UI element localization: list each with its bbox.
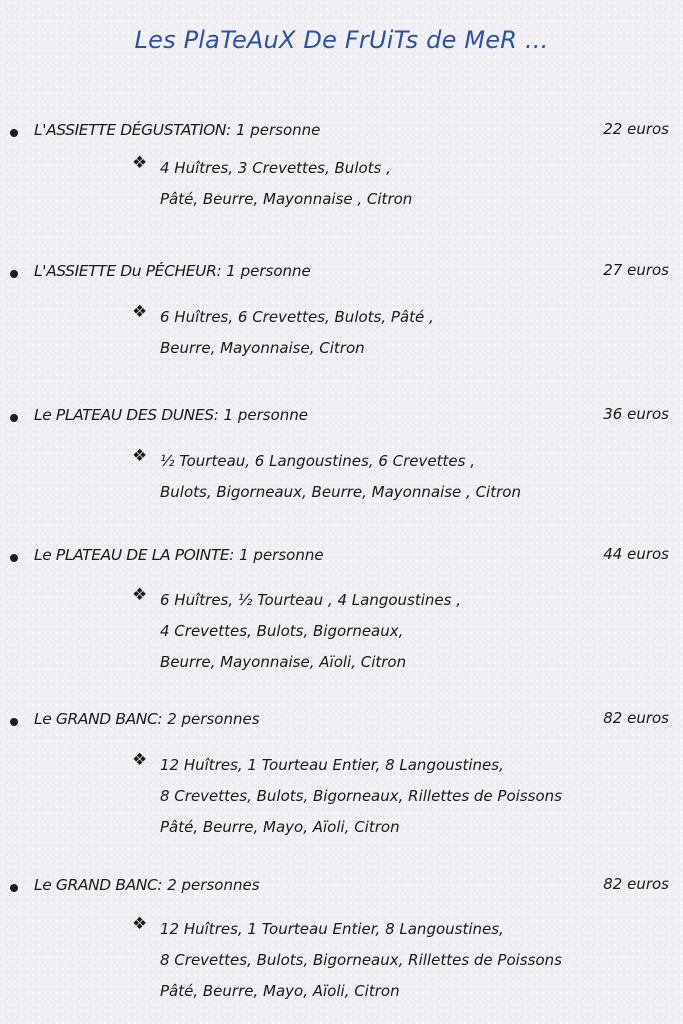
four-diamond-icon: ❖	[132, 750, 148, 770]
item-heading	[34, 546, 324, 564]
item-price: 82 euros	[603, 709, 669, 727]
item-people: : 1 personne	[213, 406, 308, 424]
item-price: 82 euros	[603, 875, 669, 893]
bullet-icon	[10, 414, 18, 422]
bullet-icon	[10, 884, 18, 892]
item-people: : 2 personnes	[157, 710, 260, 728]
description-line: 8 Crevettes, Bulots, Bigorneaux, Rillettes de Poissons	[160, 951, 562, 969]
four-diamond-icon: ❖	[132, 585, 148, 605]
description-line: 6 Huîtres, ½ Tourteau , 4 Langoustines ,	[160, 591, 461, 609]
item-description	[132, 585, 461, 678]
bullet-icon	[10, 718, 18, 726]
description-line: Pâté, Beurre, Mayo, Aïoli, Citron	[160, 982, 400, 1000]
description-line: Pâté, Beurre, Mayo, Aïoli, Citron	[160, 818, 400, 836]
description-line: 12 Huîtres, 1 Tourteau Entier, 8 Langoustines,	[160, 756, 504, 774]
item-description	[132, 302, 434, 364]
item-people: : 1 personne	[229, 546, 324, 564]
item-name: Le GRAND BANC	[34, 876, 158, 894]
item-description	[132, 750, 562, 843]
item-people: : 2 personnes	[157, 876, 260, 894]
description-line: 12 Huîtres, 1 Tourteau Entier, 8 Langoustines,	[160, 920, 504, 938]
item-heading	[34, 262, 311, 280]
description-line: 4 Huîtres, 3 Crevettes, Bulots ,	[160, 159, 391, 177]
four-diamond-icon: ❖	[132, 153, 148, 173]
four-diamond-icon: ❖	[132, 302, 148, 322]
item-name: L'ASSIETTE Du PÉCHEUR	[34, 262, 217, 280]
item-heading	[34, 710, 260, 728]
menu-title: Les PlaTeAuX De FrUiTs de MeR ...	[134, 26, 549, 54]
description-line: ½ Tourteau, 6 Langoustines, 6 Crevettes ,	[160, 452, 475, 470]
description-line: Pâté, Beurre, Mayonnaise , Citron	[160, 190, 413, 208]
item-description	[132, 446, 521, 508]
description-line: Beurre, Mayonnaise, Aïoli, Citron	[160, 653, 407, 671]
four-diamond-icon: ❖	[132, 914, 148, 934]
item-people: : 1 personne	[216, 262, 311, 280]
item-price: 44 euros	[603, 545, 669, 563]
item-price: 36 euros	[603, 405, 669, 423]
description-line: 4 Crevettes, Bulots, Bigorneaux,	[160, 622, 404, 640]
item-description	[132, 914, 562, 1007]
bullet-icon	[10, 270, 18, 278]
item-name: L'ASSIETTE DÉGUSTATION	[34, 121, 227, 139]
bullet-icon	[10, 129, 18, 137]
item-heading	[34, 406, 308, 424]
item-name: Le GRAND BANC	[34, 710, 158, 728]
description-line: 6 Huîtres, 6 Crevettes, Bulots, Pâté ,	[160, 308, 434, 326]
description-line: Beurre, Mayonnaise, Citron	[160, 339, 365, 357]
item-price: 22 euros	[603, 120, 669, 138]
four-diamond-icon: ❖	[132, 446, 148, 466]
bullet-icon	[10, 554, 18, 562]
item-name: Le PLATEAU DE LA POINTE	[34, 546, 230, 564]
description-line: 8 Crevettes, Bulots, Bigorneaux, Rillettes de Poissons	[160, 787, 562, 805]
item-name: Le PLATEAU DES DUNES	[34, 406, 214, 424]
item-heading	[34, 876, 260, 894]
item-heading	[34, 121, 320, 139]
item-people: : 1 personne	[226, 121, 321, 139]
item-description	[132, 153, 413, 215]
description-line: Bulots, Bigorneaux, Beurre, Mayonnaise , Citron	[160, 483, 521, 501]
item-price: 27 euros	[603, 261, 669, 279]
